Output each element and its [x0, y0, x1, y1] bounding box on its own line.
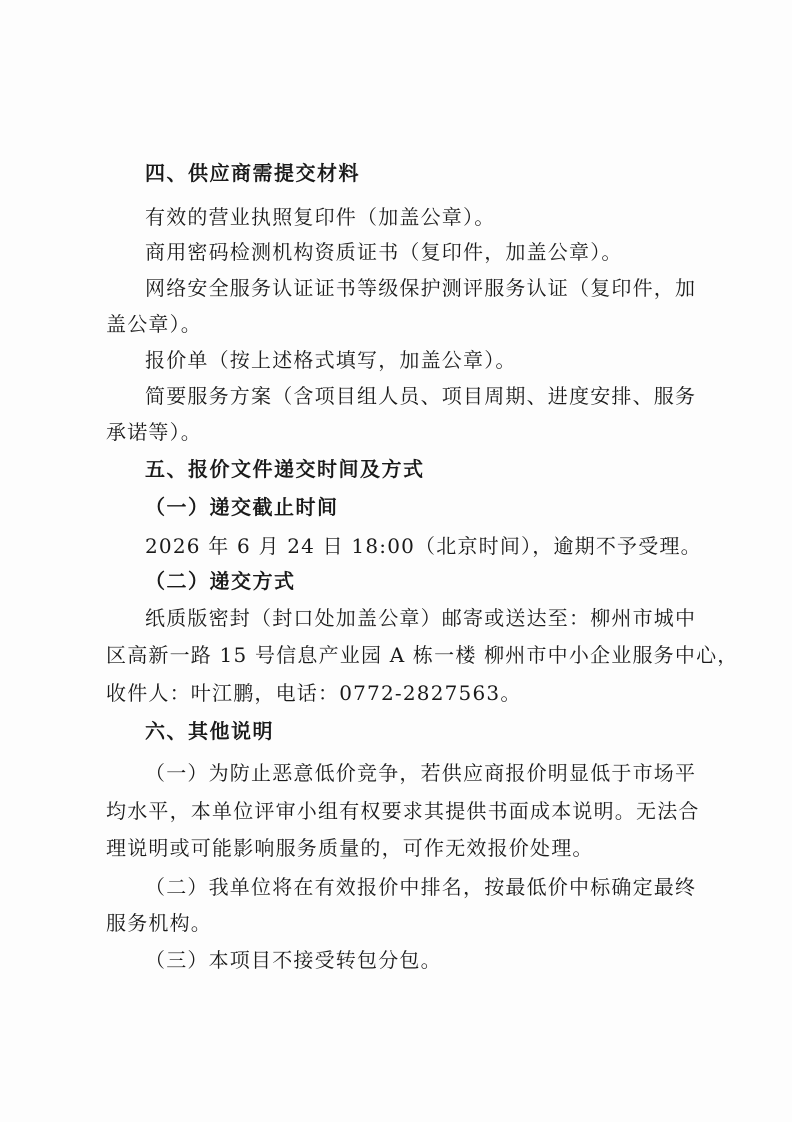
material-item-5-line-2: 承诺等）。 — [106, 420, 202, 444]
material-item-1: 有效的营业执照复印件（加盖公章）。 — [145, 205, 496, 229]
note-2-line-2: 服务机构。 — [106, 911, 212, 935]
section-6-heading: 六、其他说明 — [145, 719, 274, 743]
delivery-line-1: 纸质版密封（封口处加盖公章）邮寄或送达至：柳州市城中 — [145, 606, 697, 630]
material-item-2: 商用密码检测机构资质证书（复印件，加盖公章）。 — [145, 240, 623, 264]
section-5-heading: 五、报价文件递交时间及方式 — [145, 457, 425, 481]
note-2-line-1: （二）我单位将在有效报价中排名，按最低价中标确定最终 — [145, 875, 697, 899]
material-item-5-line-1: 简要服务方案（含项目组人员、项目周期、进度安排、服务 — [145, 384, 697, 408]
section-5-sub2-heading: （二）递交方式 — [145, 569, 296, 593]
section-4-heading: 四、供应商需提交材料 — [145, 161, 360, 185]
delivery-line-3: 收件人：叶江鹏，电话：0772-2827563。 — [106, 681, 522, 705]
material-item-3-line-1: 网络安全服务认证证书等级保护测评服务认证（复印件，加 — [145, 276, 697, 300]
note-1-line-1: （一）为防止恶意低价竞争，若供应商报价明显低于市场平 — [145, 761, 697, 785]
material-item-3-line-2: 盖公章）。 — [106, 312, 202, 336]
note-1-line-2: 均水平，本单位评审小组有权要求其提供书面成本说明。无法合 — [106, 799, 700, 823]
section-5-sub1-heading: （一）递交截止时间 — [145, 495, 339, 519]
deadline-text: 2026 年 6 月 24 日 18:00（北京时间），逾期不予受理。 — [145, 534, 702, 558]
delivery-line-2: 区高新一路 15 号信息产业园 A 栋一楼 柳州市中小企业服务中心， — [106, 643, 739, 667]
note-3: （三）本项目不接受转包分包。 — [145, 948, 442, 972]
material-item-4: 报价单（按上述格式填写，加盖公章）。 — [145, 348, 517, 372]
note-1-line-3: 理说明或可能影响服务质量的，可作无效报价处理。 — [106, 836, 594, 860]
